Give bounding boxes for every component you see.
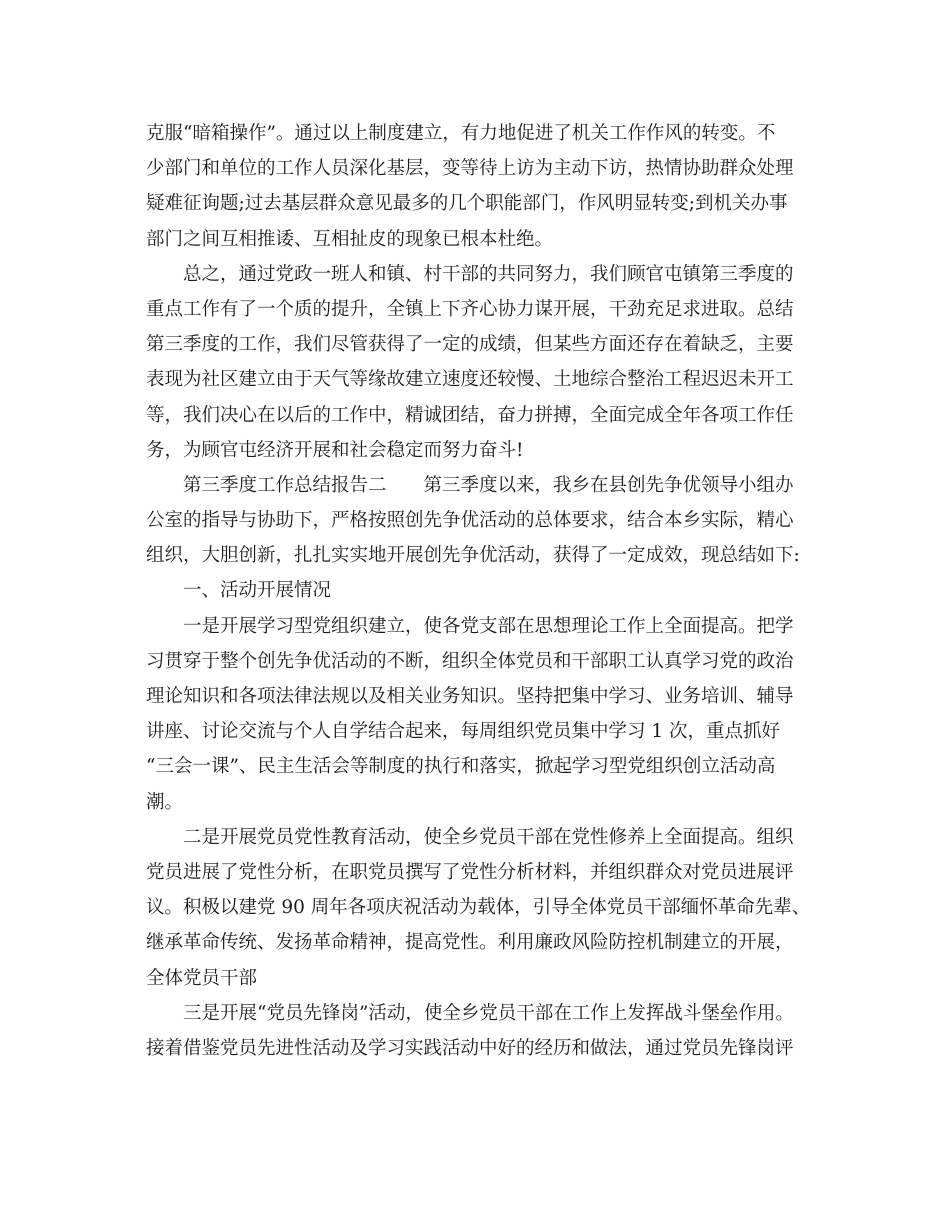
text-line: 二是开展党员党性教育活动，使全乡党员干部在党性修养上全面提高。组织 <box>183 826 794 848</box>
text-line: 习贯穿于整个创先争优活动的不断，组织全体党员和干部职工认真学习党的政治 <box>146 650 794 672</box>
text-line: 部门之间互相推诿、互相扯皮的现象已根本杜绝。 <box>146 228 554 250</box>
text-line: 议。积极以建党 90 周年各项庆祝活动为载体，引导全体党员干部缅怀革命先辈、 <box>146 897 811 919</box>
text-line: 第三季度的工作，我们尽管获得了一定的成绩，但某些方面还存在着缺乏，主要 <box>146 334 794 356</box>
text-line: 接着借鉴党员先进性活动及学习实践活动中好的经历和做法，通过党员先锋岗评 <box>146 1037 794 1059</box>
text-line: 潮。 <box>146 791 184 813</box>
text-line: 务，为顾官屯经济开展和社会稳定而努力奋斗! <box>146 439 524 461</box>
text-line: 总之，通过党政一班人和镇、村干部的共同努力，我们顾官屯镇第三季度的 <box>183 263 794 285</box>
text-line: 表现为社区建立由于天气等缘故建立速度还较慢、土地综合整治工程迟迟未开工 <box>146 369 794 391</box>
text-line: 重点工作有了一个质的提升，全镇上下齐心协力谋开展，干劲充足求进取。总结 <box>146 298 794 320</box>
text-line: 第三季度工作总结报告二 第三季度以来，我乡在县创先争优领导小组办 <box>183 474 794 496</box>
text-line: 少部门和单位的工作人员深化基层，变等待上访为主动下访，热情协助群众处理 <box>146 158 794 180</box>
text-line: 全体党员干部 <box>146 967 258 989</box>
text-line: 克服“暗箱操作”。通过以上制度建立，有力地促进了机关工作作风的转变。不 <box>146 123 776 144</box>
text-line: 一、活动开展情况 <box>183 580 332 602</box>
text-line: “三会一课”、民主生活会等制度的执行和落实，掀起学习型党组织创立活动高 <box>146 756 776 778</box>
text-line: 理论知识和各项法律法规以及相关业务知识。坚持把集中学习、业务培训、辅导 <box>146 686 794 707</box>
text-line: 讲座、讨论交流与个人自学结合起来，每周组织党员集中学习 1 次，重点抓好 <box>146 721 781 743</box>
text-line: 继承革命传统、发扬革命精神，提高党性。利用廉政风险防控机制建立的开展， <box>146 932 794 954</box>
text-line: 公室的指导与协助下，严格按照创先争优活动的总体要求，结合本乡实际，精心 <box>146 510 794 532</box>
document-body <box>146 116 814 1066</box>
text-line: 疑难征询题;过去基层群众意见最多的几个职能部门，作风明显转变;到机关办事 <box>146 193 788 215</box>
text-line: 等，我们决心在以后的工作中，精诚团结，奋力拼搏，全面完成全年各项工作任 <box>146 404 794 426</box>
text-line: 一是开展学习型党组织建立，使各党支部在思想理论工作上全面提高。把学 <box>183 615 794 637</box>
text-line: 三是开展“党员先锋岗”活动，使全乡党员干部在工作上发挥战斗堡垒作用。 <box>183 1002 794 1024</box>
text-line: 党员进展了党性分析，在职党员撰写了党性分析材料，并组织群众对党员进展评 <box>146 861 794 883</box>
text-line: 组织，大胆创新，扎扎实实地开展创先争优活动，获得了一定成效，现总结如下: <box>146 545 800 567</box>
